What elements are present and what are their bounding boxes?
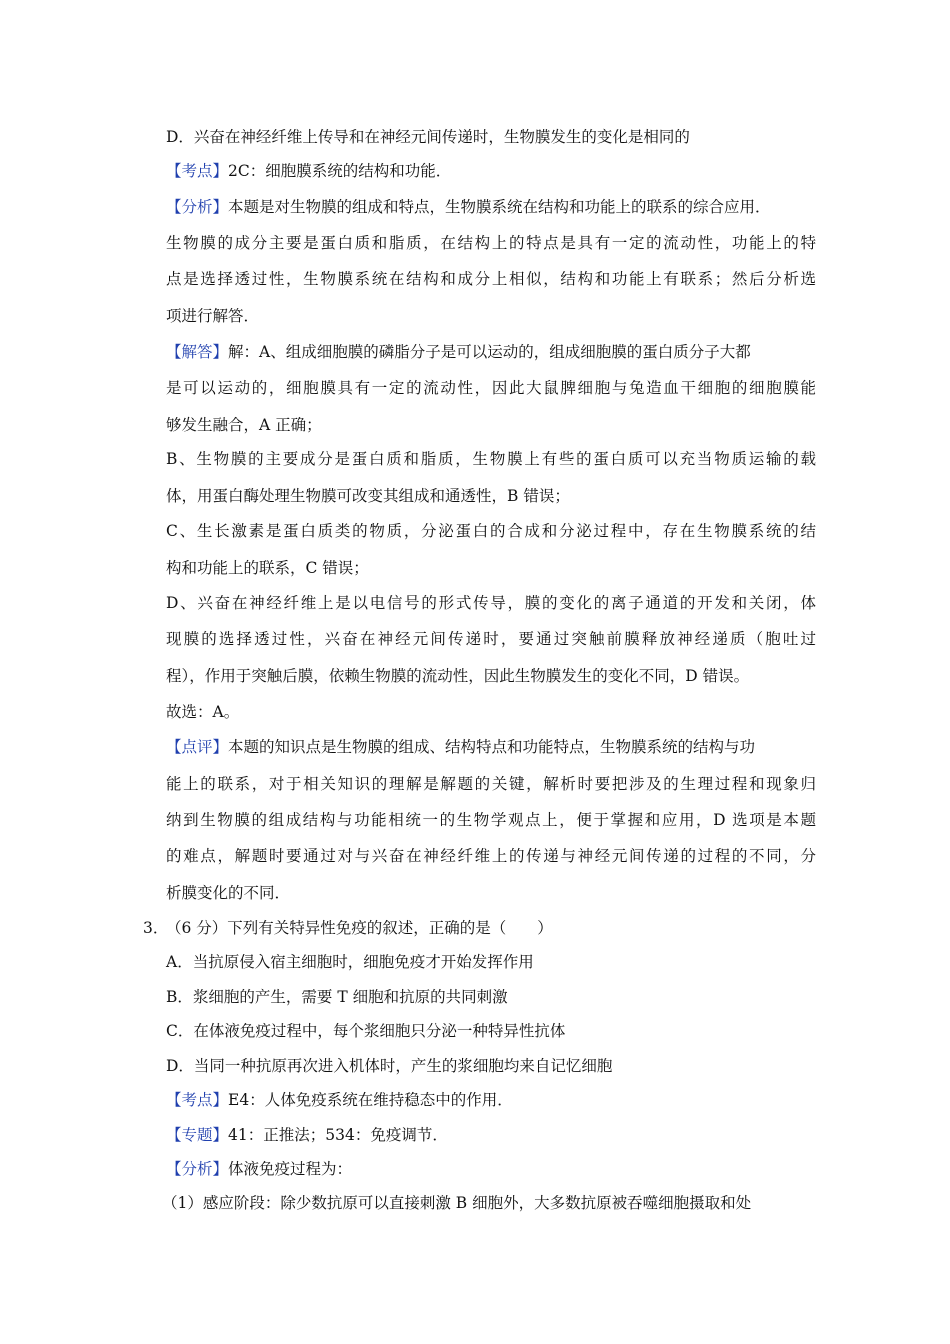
q3-stem: （6 分）下列有关特异性免疫的叙述，正确的是（ ） [166,919,553,937]
dianping-tag: 【点评】 [166,738,229,756]
jieda-tag: 【解答】 [166,343,229,361]
q2-jieda-line-8: D、兴奋在神经纤维上是以电信号的形式传导，膜的变化的离子通道的开发和关闭，体 [166,594,816,612]
q2-jieda-line-11: 故选：A。 [166,703,240,721]
q2-fenxi-line-3: 点是选择透过性，生物膜系统在结构和成分上相似，结构和功能上有联系；然后分析选 [166,270,816,288]
fenxi-text: 体液免疫过程为： [228,1160,353,1178]
kaodian-text: 2C：细胞膜系统的结构和功能． [228,162,452,180]
q2-jieda-line-7: 构和功能上的联系，C 错误； [166,559,369,577]
q2-fenxi-line-2: 生物膜的成分主要是蛋白质和脂质，在结构上的特点是具有一定的流动性，功能上的特 [166,234,816,252]
q2-jieda-line-2: 是可以运动的，细胞膜具有一定的流动性，因此大鼠脾细胞与兔造血干细胞的细胞膜能 [166,379,816,397]
q2-fenxi-line-1 [166,196,816,218]
q3-option-d: D．当同一种抗原再次进入机体时，产生的浆细胞均来自记忆细胞 [166,1057,613,1075]
kaodian-tag: 【考点】 [166,162,229,180]
zhuanti-tag: 【专题】 [166,1126,229,1144]
q2-dianping-line-1 [166,736,816,758]
q2-jieda-line-6: C、生长激素是蛋白质类的物质，分泌蛋白的合成和分泌过程中，存在生物膜系统的结 [166,522,816,540]
q2-option-d: D．兴奋在神经纤维上传导和在神经元间传递时，生物膜发生的变化是相同的 [166,128,690,146]
q3-kaodian [166,1089,816,1111]
q2-jieda-line-10: 程），作用于突触后膜，依赖生物膜的流动性，因此生物膜发生的变化不同，D 错误。 [166,667,750,685]
q2-kaodian [166,160,816,182]
q2-jieda-line-3: 够发生融合，A 正确； [166,416,322,434]
q2-fenxi-line-4: 项进行解答． [166,307,260,325]
q2-dianping-line-4: 的难点，解题时要通过对与兴奋在神经纤维上的传递与神经元间传递的过程的不同，分 [166,847,816,865]
q3-stage-1: （1）感应阶段：除少数抗原可以直接刺激 B 细胞外，大多数抗原被吞噬细胞摄取和处 [162,1194,752,1212]
q3-option-c: C．在体液免疫过程中，每个浆细胞只分泌一种特异性抗体 [166,1022,566,1040]
kaodian-tag: 【考点】 [166,1091,229,1109]
q3-number: 3． [143,919,169,937]
fenxi-text: 本题是对生物膜的组成和特点，生物膜系统在结构和功能上的联系的综合应用． [228,198,771,216]
q3-option-b: B．浆细胞的产生，需要 T 细胞和抗原的共同刺激 [166,988,508,1006]
jieda-text: 解：A、组成细胞膜的磷脂分子是可以运动的，组成细胞膜的蛋白质分子大都 [228,343,751,361]
q2-dianping-line-2: 能上的联系，对于相关知识的理解是解题的关键，解析时要把涉及的生理过程和现象归 [166,775,816,793]
fenxi-tag: 【分析】 [166,1160,229,1178]
fenxi-tag: 【分析】 [166,198,229,216]
q2-jieda-line-1 [166,341,816,363]
kaodian-text: E4：人体免疫系统在维持稳态中的作用． [228,1091,513,1109]
q2-dianping-line-5: 析膜变化的不同． [166,884,291,902]
q3-option-a: A．当抗原侵入宿主细胞时，细胞免疫才开始发挥作用 [166,953,534,971]
q2-jieda-line-4: B、生物膜的主要成分是蛋白质和脂质，生物膜上有些的蛋白质可以充当物质运输的载 [166,450,816,468]
q3-fenxi [166,1158,816,1180]
zhuanti-text: 41：正推法；534：免疫调节． [228,1126,448,1144]
q3-zhuanti [166,1124,816,1146]
q2-jieda-line-5: 体，用蛋白酶处理生物膜可改变其组成和通透性，B 错误； [166,487,570,505]
q2-jieda-line-9: 现膜的选择透过性，兴奋在神经元间传递时，要通过突触前膜释放神经递质（胞吐过 [166,630,816,648]
q2-dianping-line-3: 纳到生物膜的组成结构与功能相统一的生物学观点上，便于掌握和应用，D 选项是本题 [166,811,816,829]
dianping-text: 本题的知识点是生物膜的组成、结构特点和功能特点，生物膜系统的结构与功 [228,738,756,756]
